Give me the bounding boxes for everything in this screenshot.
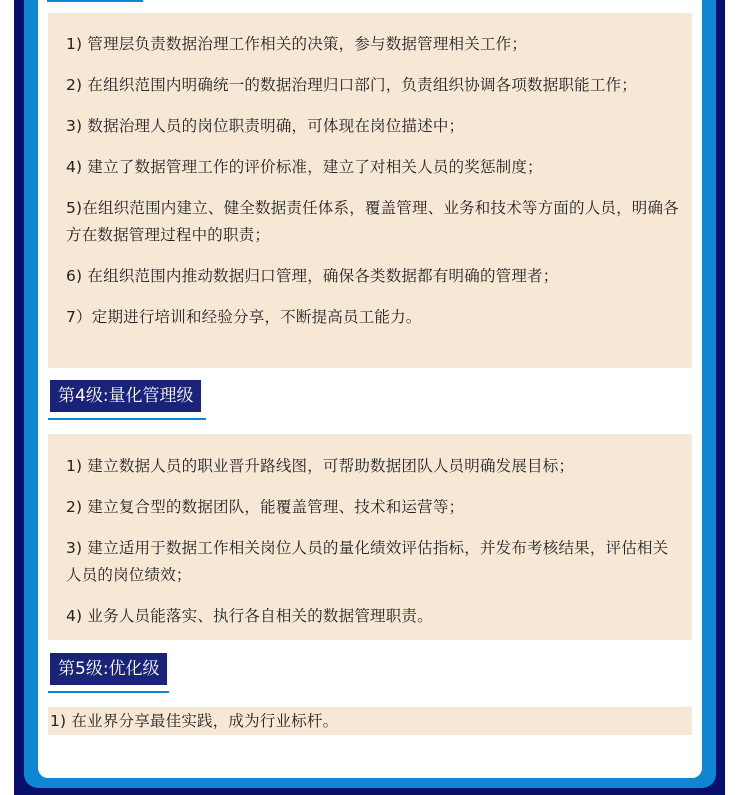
list-item: 3) 数据治理人员的岗位职责明确，可体现在岗位描述中； [66,117,465,135]
list-item: 4) 建立了数据管理工作的评价标准，建立了对相关人员的奖惩制度； [66,158,543,176]
list-item: 5)在组织范围内建立、健全数据责任体系，覆盖管理、业务和技术等方面的人员，明确各方在数据管理过程中的职责； [66,199,679,244]
level5-underline [48,691,169,693]
list-item: 1) 管理层负责数据治理工作相关的决策，参与数据管理相关工作； [66,35,528,53]
previous-header-underline [47,0,143,2]
level4-header [48,380,206,420]
level5-header [48,653,169,693]
level4-requirements-box [48,434,692,640]
level3-requirements-box [48,13,692,368]
level4-title: 第4级:量化管理级 [50,380,201,412]
list-item: 4) 业务人员能落实、执行各自相关的数据管理职责。 [66,607,433,625]
list-item: 2) 在组织范围内明确统一的数据治理归口部门，负责组织协调各项数据职能工作； [66,76,637,94]
list-item: 2) 建立复合型的数据团队，能覆盖管理、技术和运营等； [66,498,465,516]
list-item: 7）定期进行培训和经验分享，不断提高员工能力。 [66,308,422,326]
level5-requirements-box [48,707,692,735]
level5-title: 第5级:优化级 [50,653,167,685]
level4-underline [48,418,206,420]
list-item: 1) 在业界分享最佳实践，成为行业标杆。 [50,712,339,730]
list-item: 3) 建立适用于数据工作相关岗位人员的量化绩效评估指标，并发布考核结果，评估相关人员的岗位绩效； [66,539,669,584]
list-item: 1) 建立数据人员的职业晋升路线图，可帮助数据团队人员明确发展目标； [66,457,575,475]
list-item: 6) 在组织范围内推动数据归口管理，确保各类数据都有明确的管理者； [66,267,559,285]
